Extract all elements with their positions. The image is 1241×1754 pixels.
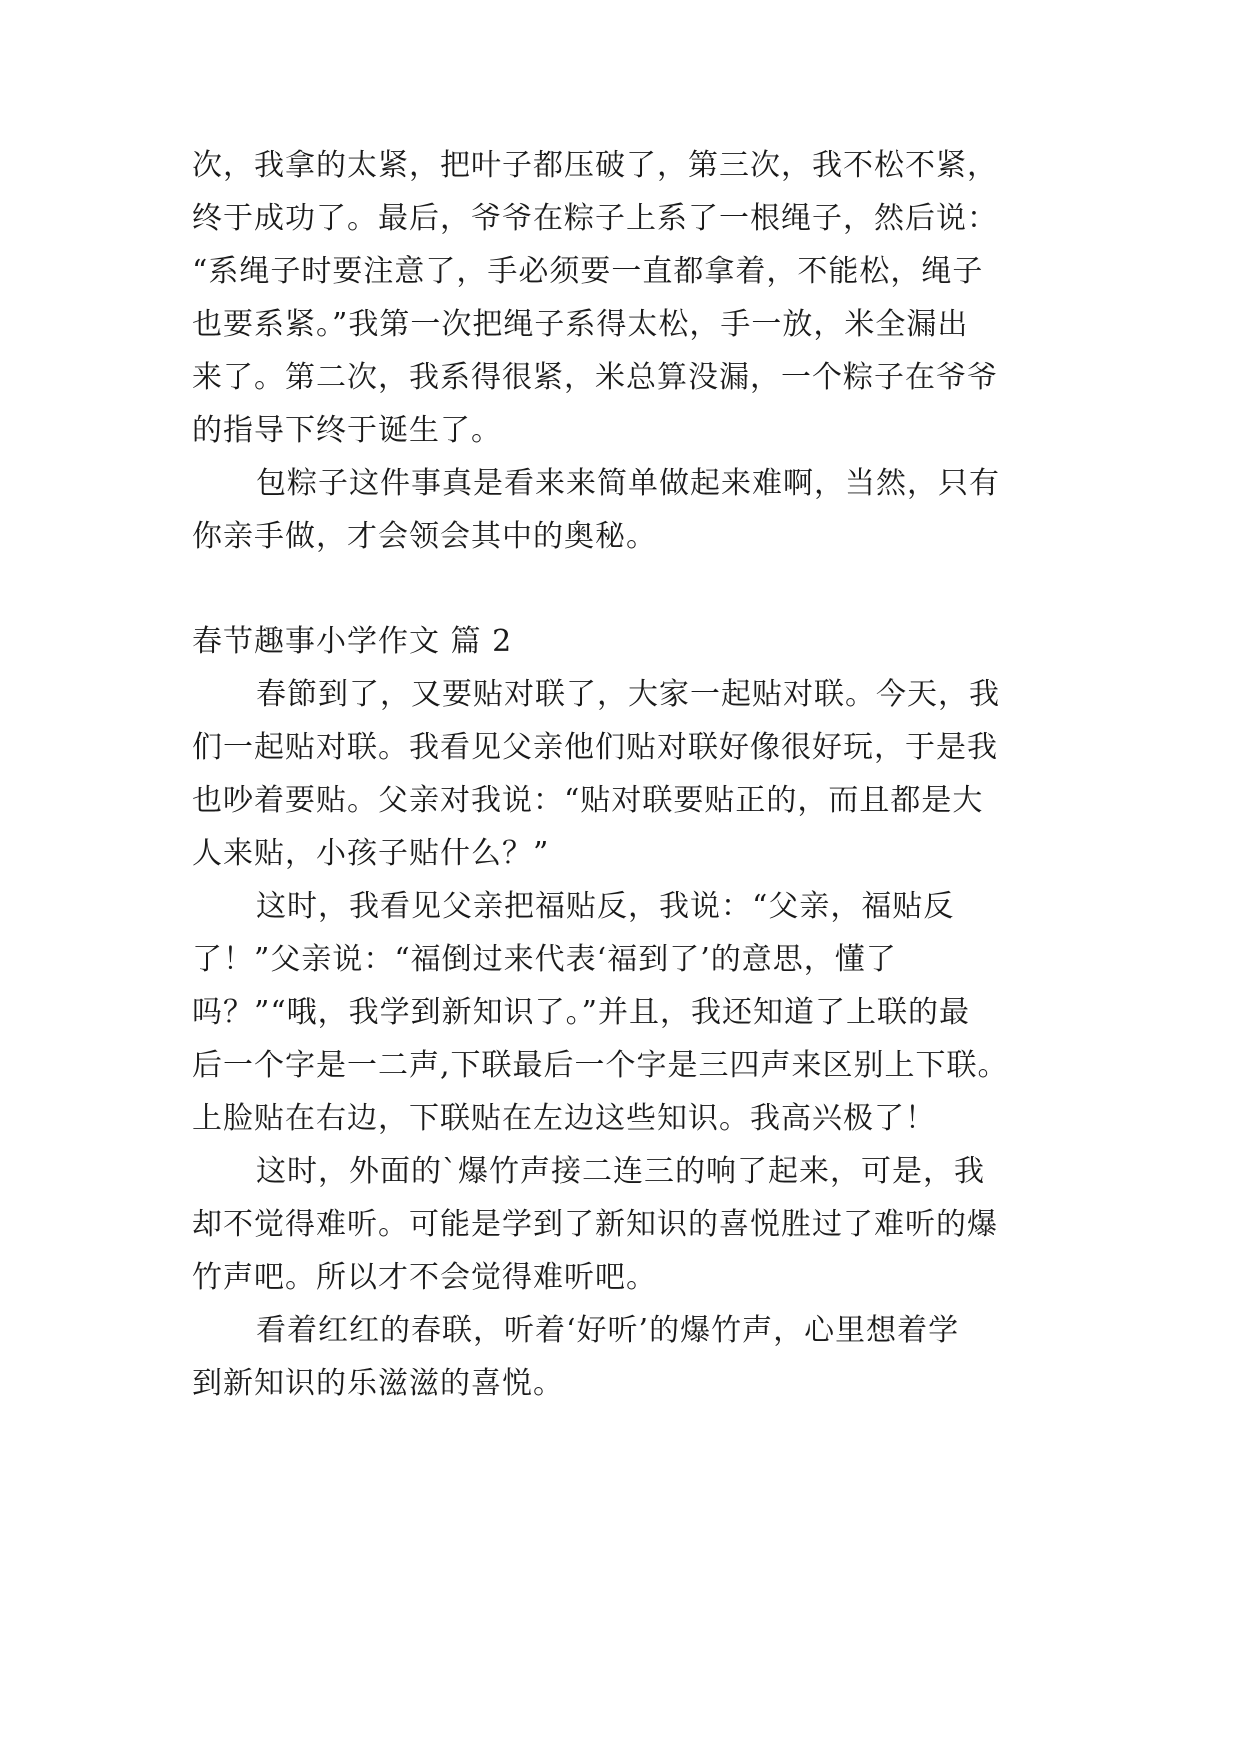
paragraph-line: 你亲手做，才会领会其中的奥秘。 [192, 519, 657, 554]
paragraph-line: 们一起贴对联。我看见父亲他们贴对联好像很好玩，于是我 [192, 730, 998, 765]
paragraph-line: 看着红红的春联，听着‘好听’的爆竹声，心里想着学 [256, 1313, 960, 1348]
paragraph-line: 这时，外面的`爆竹声接二连三的响了起来，可是，我 [256, 1154, 985, 1189]
document-page [192, 0, 1072, 1754]
paragraph-line: 来了。第二次，我系得很紧，米总算没漏，一个粽子在爷爷 [192, 360, 998, 395]
paragraph-line: 却不觉得难听。可能是学到了新知识的喜悦胜过了难听的爆 [192, 1207, 998, 1242]
paragraph-line: “系绳子时要注意了，手必须要一直都拿着，不能松，绳子 [192, 254, 984, 289]
paragraph-line: 终于成功了。最后，爷爷在粽子上系了一根绳子，然后说： [192, 201, 998, 236]
paragraph-line: 上脸贴在右边，下联贴在左边这些知识。我高兴极了！ [192, 1101, 936, 1136]
paragraph-line: 到新知识的乐滋滋的喜悦。 [192, 1366, 564, 1401]
paragraph-line: 也吵着要贴。父亲对我说：“贴对联要贴正的，而且都是大 [192, 783, 984, 818]
paragraph-line: 后一个字是一二声,下联最后一个字是三四声来区别上下联。 [192, 1048, 1009, 1083]
section-title: 春节趣事小学作文 篇 2 [192, 624, 513, 659]
paragraph-line: 这时，我看见父亲把福贴反，我说：“父亲，福贴反 [256, 889, 955, 924]
paragraph-line: 竹声吧。所以才不会觉得难听吧。 [192, 1260, 657, 1295]
paragraph-line: 吗？”“哦，我学到新知识了。”并且，我还知道了上联的最 [192, 995, 971, 1030]
paragraph-line: 次，我拿的太紧，把叶子都压破了，第三次，我不松不紧， [192, 148, 998, 183]
paragraph-line: 春節到了，又要贴对联了，大家一起贴对联。今天，我 [256, 677, 1000, 712]
paragraph-line: 人来贴，小孩子贴什么？” [192, 836, 550, 871]
paragraph-line: 也要系紧。”我第一次把绳子系得太松，手一放，米全漏出 [192, 307, 969, 342]
paragraph-line: 了！”父亲说：“福倒过来代表‘福到了’的意思，懂了 [192, 942, 897, 977]
paragraph-line: 包粽子这件事真是看来来简单做起来难啊，当然，只有 [256, 466, 1000, 501]
paragraph-line: 的指导下终于诞生了。 [192, 413, 502, 448]
